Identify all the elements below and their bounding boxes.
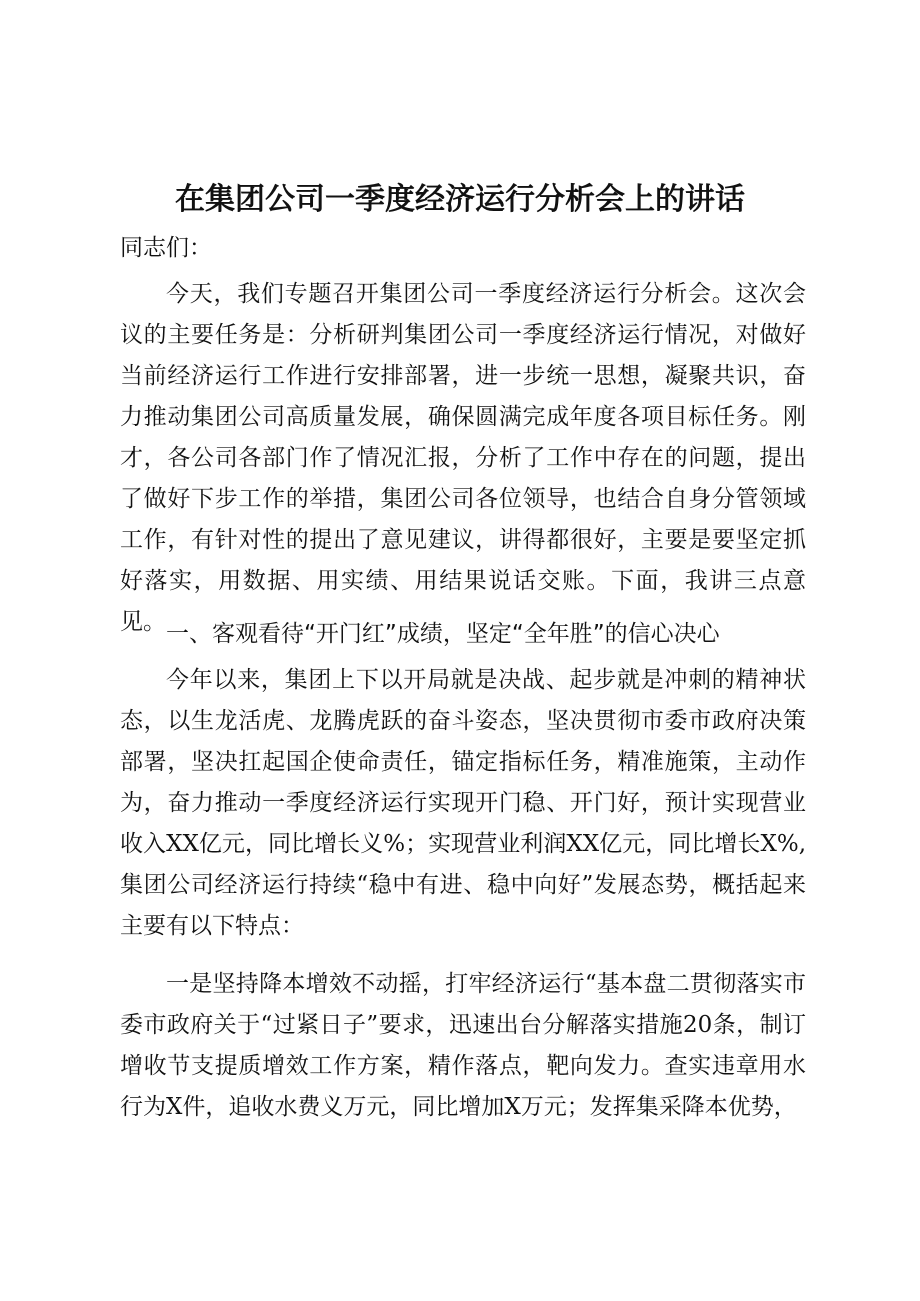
section-heading-1: 一、客观看待“开门红”成绩，坚定“全年胜”的信心决心: [166, 621, 720, 647]
document-title: 在集团公司一季度经济运行分析会上的讲话: [175, 182, 745, 217]
salutation: 同志们：: [120, 235, 212, 261]
paragraph-intro: 今天，我们专题召开集团公司一季度经济运行分析会。这次会议的主要任务是：分析研判集团公司一季度经济运行情况，对做好当前经济运行工作进行安排部署，进一步统一思想，凝聚共识，奋力推动集团公司高质量发展，确保圆满完成年度各项目标任务。刚才，各公司各部门作了情况汇报，分析了工作中存在的问题，提出了做好下步工作的举措，集团公司各位领导，也结合自身分管领域工作，有针对性的提出了意见建议，讲得都很好，主要是要坚定抓好落实，用数据、用实绩、用结果说话交账。下面，我讲三点意见。: [120, 281, 806, 635]
paragraph-overview: 今年以来，集团上下以开局就是决战、起步就是冲刺的精神状态，以生龙活虎、龙腾虎跃的奋斗姿态，坚决贯彻市委市政府决策部署，坚决扛起国企使命责任，锚定指标任务，精准施策，主动作为，奋力推动一季度经济运行实现开门稳、开门好，预计实现营业收入XX亿元，同比增长义%；实现营业利润XX亿元，同比增长X%,集团公司经济运行持续“稳中有进、稳中向好”发展态势，概括起来主要有以下特点：: [120, 667, 806, 939]
paragraph-point-1: 一是坚持降本增效不动摇，打牢经济运行“基本盘二贯彻落实市委市政府关于“过紧日子”要求，迅速出台分解落实措施20条，制订增收节支提质增效工作方案，精作落点，靶向发力。查实违章用水行为X件，追收水费义万元，同比增加X万元；发挥集采降本优势，: [120, 971, 806, 1120]
